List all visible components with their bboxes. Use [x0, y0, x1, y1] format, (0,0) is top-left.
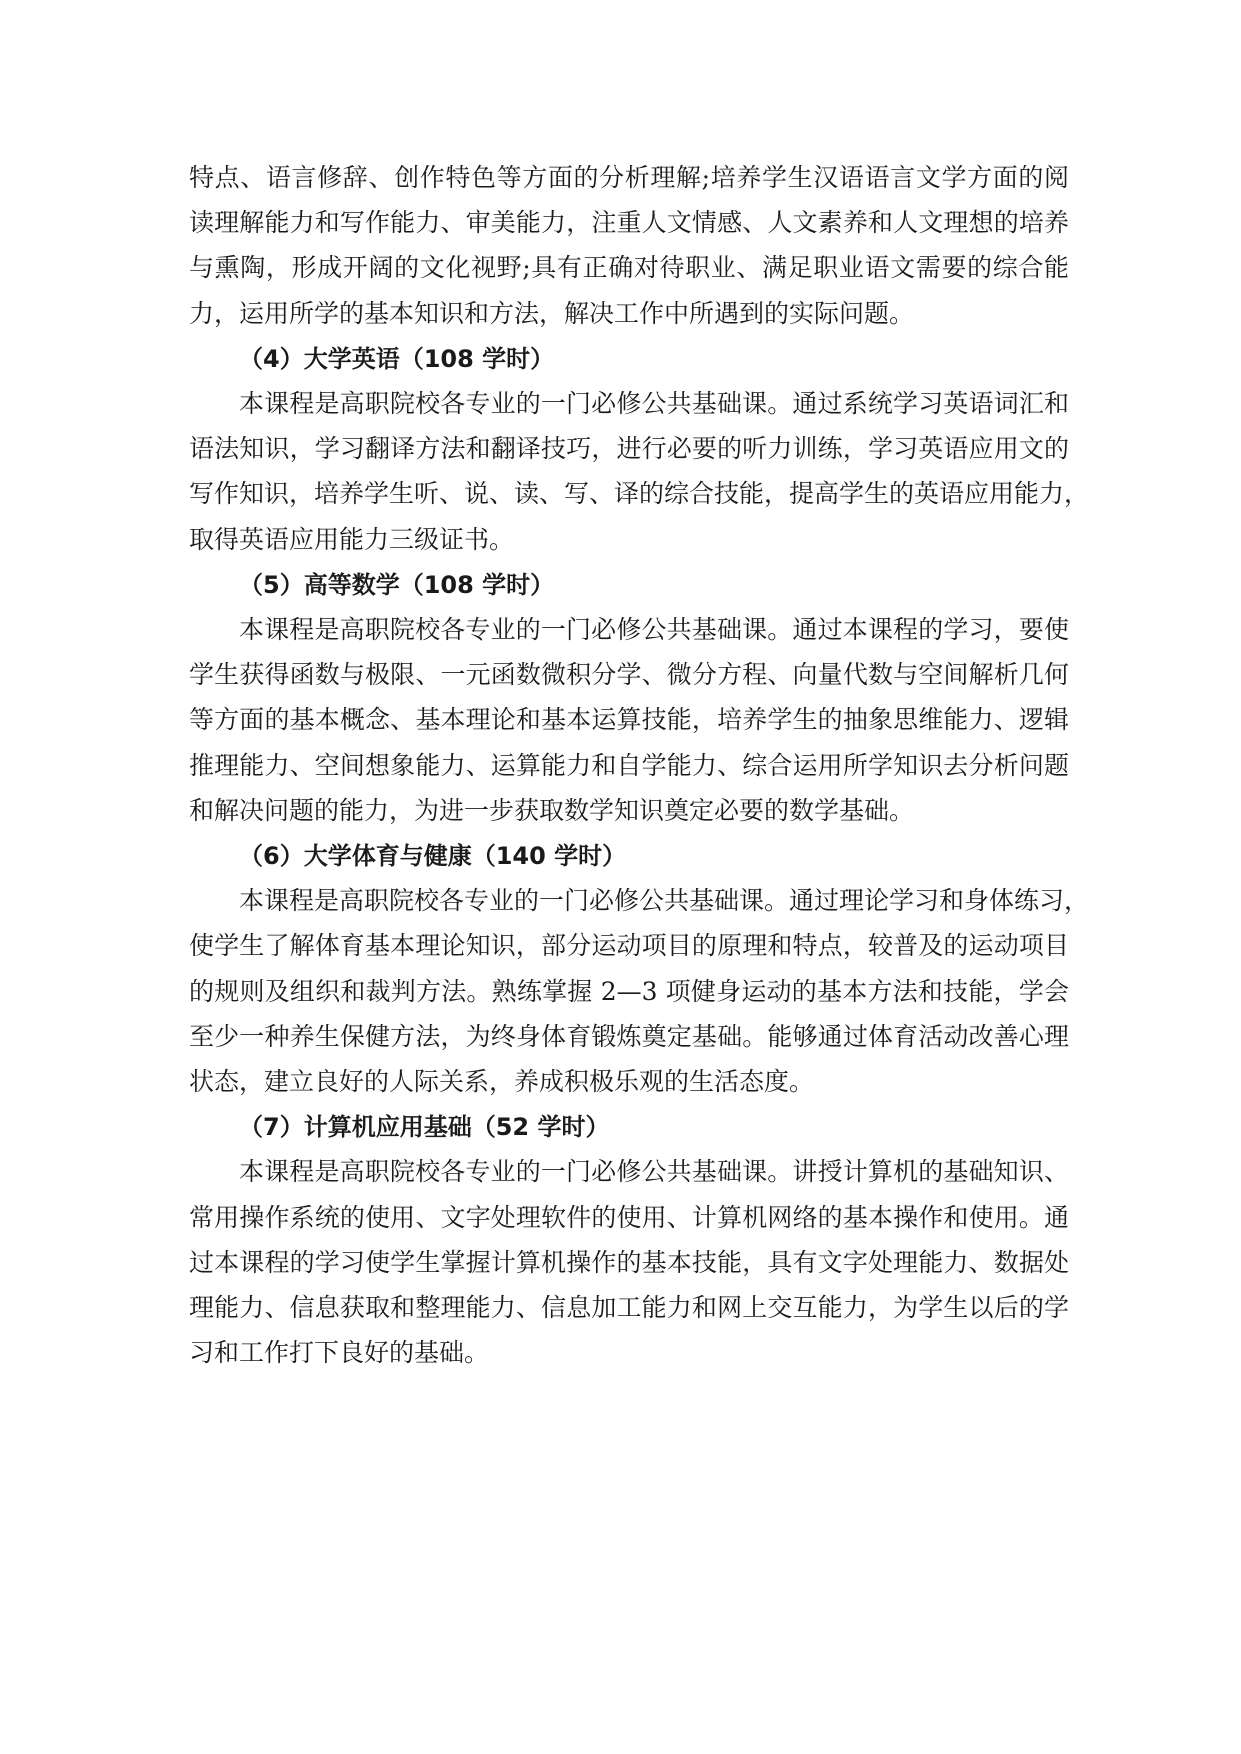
paragraph-line: 学生获得函数与极限、一元函数微积分学、微分方程、向量代数与空间解析几何: [189, 660, 1069, 689]
paragraph-line: 推理能力、空间想象能力、运算能力和自学能力、综合运用所学知识去分析问题: [189, 751, 1069, 780]
paragraph-line: 等方面的基本概念、基本理论和基本运算技能，培养学生的抽象思维能力、逻辑: [189, 705, 1069, 734]
paragraph-line: 本课程是高职院校各专业的一门必修公共基础课。通过理论学习和身体练习，: [239, 886, 1090, 915]
paragraph-line: 读理解能力和写作能力、审美能力，注重人文情感、人文素养和人文理想的培养: [189, 208, 1069, 237]
paragraph-line: 取得英语应用能力三级证书。: [189, 525, 515, 554]
paragraph-line: 与熏陶，形成开阔的文化视野;具有正确对待职业、满足职业语文需要的综合能: [189, 253, 1069, 282]
paragraph-line: 使学生了解体育基本理论知识，部分运动项目的原理和特点，较普及的运动项目: [189, 931, 1069, 960]
section-heading: （4）大学英语（108 学时）: [239, 345, 555, 373]
paragraph-line: 写作知识，培养学生听、说、读、写、译的综合技能，提高学生的英语应用能力，: [189, 479, 1090, 508]
paragraph-line: 理能力、信息获取和整理能力、信息加工能力和网上交互能力，为学生以后的学: [189, 1293, 1069, 1322]
paragraph-line: 习和工作打下良好的基础。: [189, 1338, 490, 1367]
paragraph-line: 语法知识，学习翻译方法和翻译技巧，进行必要的听力训练，学习英语应用文的: [189, 434, 1069, 463]
section-heading: （5）高等数学（108 学时）: [239, 571, 555, 599]
paragraph-line: 力，运用所学的基本知识和方法，解决工作中所遇到的实际问题。: [189, 299, 915, 328]
paragraph-line: 过本课程的学习使学生掌握计算机操作的基本技能，具有文字处理能力、数据处: [189, 1248, 1069, 1277]
section-heading: （7）计算机应用基础（52 学时）: [239, 1113, 610, 1141]
paragraph-line: 本课程是高职院校各专业的一门必修公共基础课。通过系统学习英语词汇和: [239, 389, 1069, 418]
paragraph-line: 和解决问题的能力，为进一步获取数学知识奠定必要的数学基础。: [189, 796, 915, 825]
paragraph-line: 本课程是高职院校各专业的一门必修公共基础课。讲授计算机的基础知识、: [239, 1157, 1069, 1186]
paragraph-line: 特点、语言修辞、创作特色等方面的分析理解;培养学生汉语语言文学方面的阅: [189, 163, 1069, 192]
paragraph-line: 状态，建立良好的人际关系，养成积极乐观的生活态度。: [189, 1067, 815, 1096]
section-heading: （6）大学体育与健康（140 学时）: [239, 842, 627, 870]
paragraph-line: 的规则及组织和裁判方法。熟练掌握 2—3 项健身运动的基本方法和技能，学会: [189, 977, 1069, 1006]
paragraph-line: 本课程是高职院校各专业的一门必修公共基础课。通过本课程的学习，要使: [239, 615, 1069, 644]
paragraph-line: 常用操作系统的使用、文字处理软件的使用、计算机网络的基本操作和使用。通: [189, 1203, 1069, 1232]
paragraph-line: 至少一种养生保健方法，为终身体育锻炼奠定基础。能够通过体育活动改善心理: [189, 1022, 1069, 1051]
